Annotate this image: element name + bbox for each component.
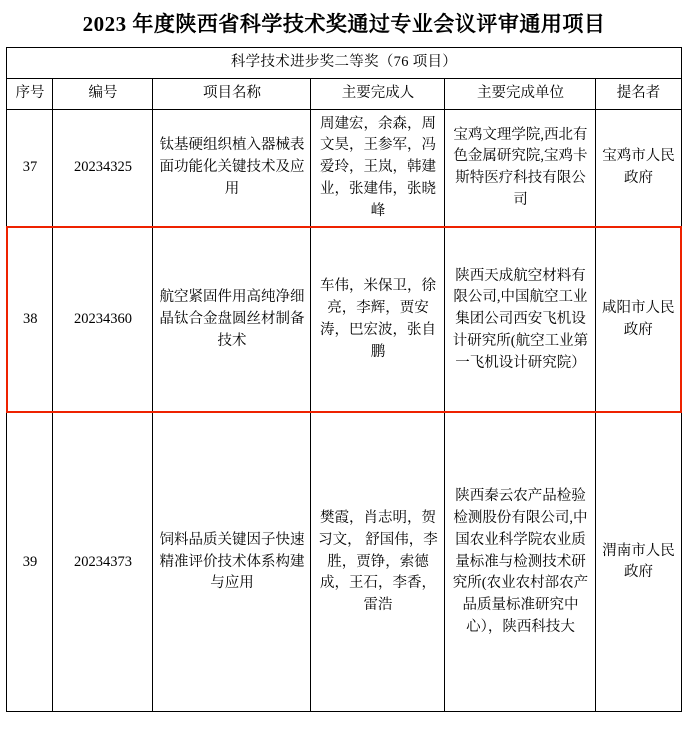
cell-nominator: 咸阳市人民政府: [596, 227, 681, 412]
cell-nominator: 渭南市人民政府: [596, 412, 681, 712]
table-row-highlighted: [7, 227, 681, 412]
column-header-code: 编号: [53, 78, 153, 109]
page-title: 2023 年度陕西省科学技术奖通过专业会议评审通用项目: [82, 12, 606, 36]
cell-name: 饲料品质关键因子快速精准评价技术体系构建与应用: [153, 412, 311, 712]
column-header-people: 主要完成人: [311, 78, 445, 109]
cell-name: 钛基硬组织植入器械表面功能化关键技术及应用: [153, 109, 311, 227]
table-subtitle: 科学技术进步奖二等奖（76 项目）: [7, 48, 681, 79]
cell-nominator: 宝鸡市人民政府: [596, 109, 681, 227]
column-header-nominator: 提名者: [596, 78, 681, 109]
cell-units: 陕西天成航空材料有限公司,中国航空工业集团公司西安飞机设计研究所(航空工业第一飞机设计研究院）: [445, 227, 596, 412]
column-header-name: 项目名称: [153, 78, 311, 109]
cell-code: 20234373: [53, 412, 153, 712]
table-subtitle-row: [7, 48, 681, 79]
cell-code: 20234360: [53, 227, 153, 412]
cell-units: 宝鸡文理学院,西北有色金属研究院,宝鸡卡斯特医疗科技有限公司: [445, 109, 596, 227]
cell-name: 航空紧固件用高纯净细晶钛合金盘圆丝材制备技术: [153, 227, 311, 412]
cell-code: 20234325: [53, 109, 153, 227]
table-header-row: [7, 78, 681, 109]
cell-people: 车伟，米保卫，徐亮，李辉，贾安涛，巴宏波，张自鹏: [311, 227, 445, 412]
column-header-units: 主要完成单位: [445, 78, 596, 109]
cell-seq: 39: [7, 412, 53, 712]
cell-people: 周建宏，余森，周文昊，王参军，冯爱玲，王岚，韩建业，张建伟，张晓峰: [311, 109, 445, 227]
cell-seq: 38: [7, 227, 53, 412]
award-table: [6, 47, 682, 712]
cell-units: 陕西秦云农产品检验检测股份有限公司,中国农业科学院农业质量标准与检测技术研究所(农业农村部农产品质量标准研究中心），陕西科技大: [445, 412, 596, 712]
column-header-seq: 序号: [7, 78, 53, 109]
cell-people: 樊霞，肖志明，贺习文， 舒国伟，李胜，贾铮，索德成，王石，李香，雷浩: [311, 412, 445, 712]
table-row: [7, 412, 681, 712]
table-row: [7, 109, 681, 227]
cell-seq: 37: [7, 109, 53, 227]
